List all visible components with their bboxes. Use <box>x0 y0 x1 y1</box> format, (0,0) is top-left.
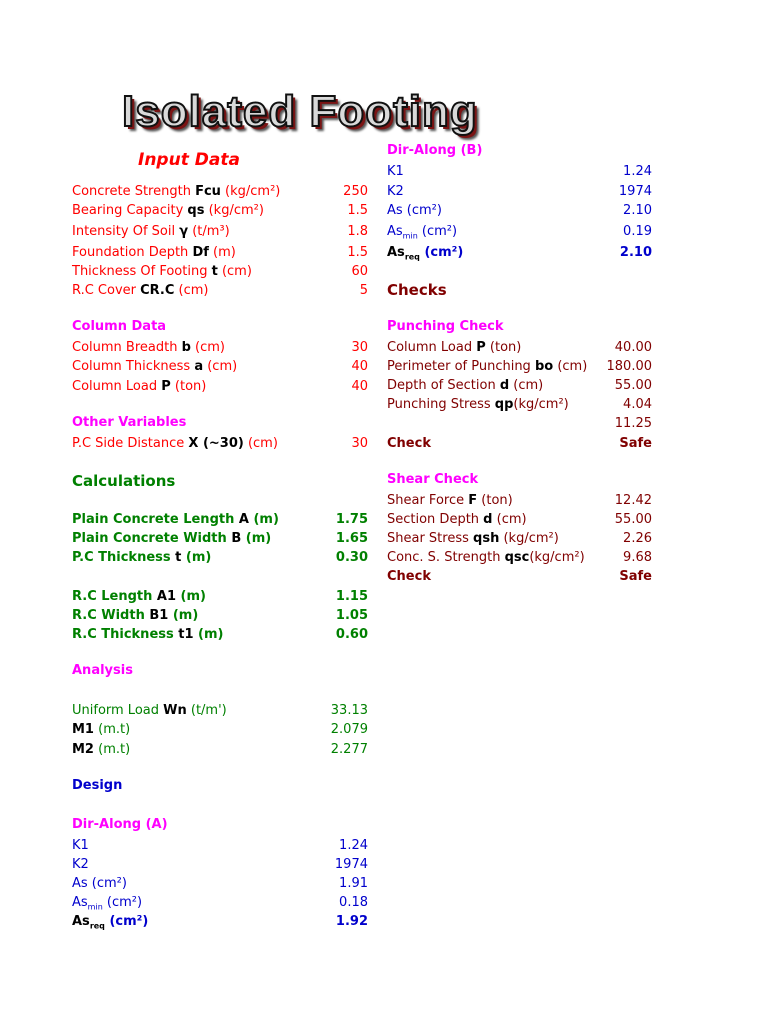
dir-b-as: As (cm²) 2.10 <box>387 203 652 218</box>
input-value: 1.5 <box>347 203 368 218</box>
dir-b-k2: K2 1974 <box>387 184 652 199</box>
punch-check-row: Check Safe <box>387 436 652 451</box>
shear-row-f: Shear Force F (ton) 12.42 <box>387 493 652 508</box>
punch-row-bo: Perimeter of Punching bo (cm) 180.00 <box>387 359 652 374</box>
input-row-cover: R.C Cover CR.C (cm) 5 <box>72 283 368 298</box>
input-data-heading: Input Data <box>138 150 240 170</box>
input-row-gamma: Intensity Of Soil γ (t/m³) 1.8 <box>72 224 368 239</box>
dir-a-asmin: $As_{min}$ (cm²) 0.18 <box>72 895 368 912</box>
other-variables-heading: Other Variables <box>72 415 187 430</box>
column-row-a: Column Thickness a (cm) 40 <box>72 359 368 374</box>
shear-row-d: Section Depth d (cm) 55.00 <box>387 512 652 527</box>
dir-b-asmin: $As_{min}$ (cm²) 0.19 <box>387 224 652 241</box>
punch-row-d: Depth of Section d (cm) 55.00 <box>387 378 652 393</box>
punch-row-p: Column Load P (ton) 40.00 <box>387 340 652 355</box>
column-data-heading: Column Data <box>72 319 167 334</box>
shear-check-row: Check Safe <box>387 569 652 584</box>
dir-b-heading: Dir-Along (B) <box>387 143 483 158</box>
input-row-t: Thickness Of Footing t (cm) 60 <box>72 264 368 279</box>
input-value: 1.5 <box>347 245 368 260</box>
shear-check-heading: Shear Check <box>387 472 479 487</box>
punch-row-qcp: 11.25 <box>614 416 652 431</box>
analysis-row-m2: M2 (m.t) 2.277 <box>72 742 368 757</box>
other-row-x: P.C Side Distance X (~30) (cm) 30 <box>72 436 368 451</box>
punch-row-qp: Punching Stress qp(kg/cm²) 4.04 <box>387 397 652 412</box>
calc-row-a: Plain Concrete Length A (m) 1.75 <box>72 512 368 527</box>
dir-a-k2: K2 1974 <box>72 857 368 872</box>
input-value: 250 <box>343 184 368 199</box>
column-row-b: Column Breadth b (cm) 30 <box>72 340 368 355</box>
dir-a-heading: Dir-Along (A) <box>72 817 168 832</box>
calc-row-a1: R.C Length A1 (m) 1.15 <box>72 589 368 604</box>
shear-row-qsh: Shear Stress qsh (kg/cm²) 2.26 <box>387 531 652 546</box>
input-row-df: Foundation Depth Df (m) 1.5 <box>72 245 368 260</box>
dir-a-asreq: $As_{req}$ (cm²) 1.92 <box>72 914 368 931</box>
input-row-fcu: Concrete Strength Fcu (kg/cm²) 250 <box>72 184 368 199</box>
checks-heading: Checks <box>387 281 447 299</box>
dir-b-asreq: $As_{req}$ (cm²) 2.10 <box>387 245 652 262</box>
analysis-heading: Analysis <box>72 663 133 678</box>
page-title: Isolated Footing <box>122 87 478 136</box>
calc-row-t: P.C Thickness t (m) 0.30 <box>72 550 368 565</box>
input-value: 60 <box>351 264 368 279</box>
analysis-row-wn: Uniform Load Wn (t/m') 33.13 <box>72 703 368 718</box>
dir-a-k1: K1 1.24 <box>72 838 368 853</box>
punching-check-heading: Punching Check <box>387 319 504 334</box>
shear-row-qsc: Conc. S. Strength qsc(kg/cm²) 9.68 <box>387 550 652 565</box>
status-badge: Safe <box>619 569 652 584</box>
input-row-qs: Bearing Capacity qs (kg/cm²) 1.5 <box>72 203 368 218</box>
analysis-row-m1: M1 (m.t) 2.079 <box>72 722 368 737</box>
design-heading: Design <box>72 778 123 793</box>
input-value: 5 <box>359 283 368 298</box>
calc-row-b: Plain Concrete Width B (m) 1.65 <box>72 531 368 546</box>
column-row-p: Column Load P (ton) 40 <box>72 379 368 394</box>
input-value: 1.8 <box>347 224 368 239</box>
dir-b-k1: K1 1.24 <box>387 164 652 179</box>
calc-row-t1: R.C Thickness t1 (m) 0.60 <box>72 627 368 642</box>
dir-a-as: As (cm²) 1.91 <box>72 876 368 891</box>
status-badge: Safe <box>619 436 652 451</box>
calc-row-b1: R.C Width B1 (m) 1.05 <box>72 608 368 623</box>
calculations-heading: Calculations <box>72 472 176 490</box>
